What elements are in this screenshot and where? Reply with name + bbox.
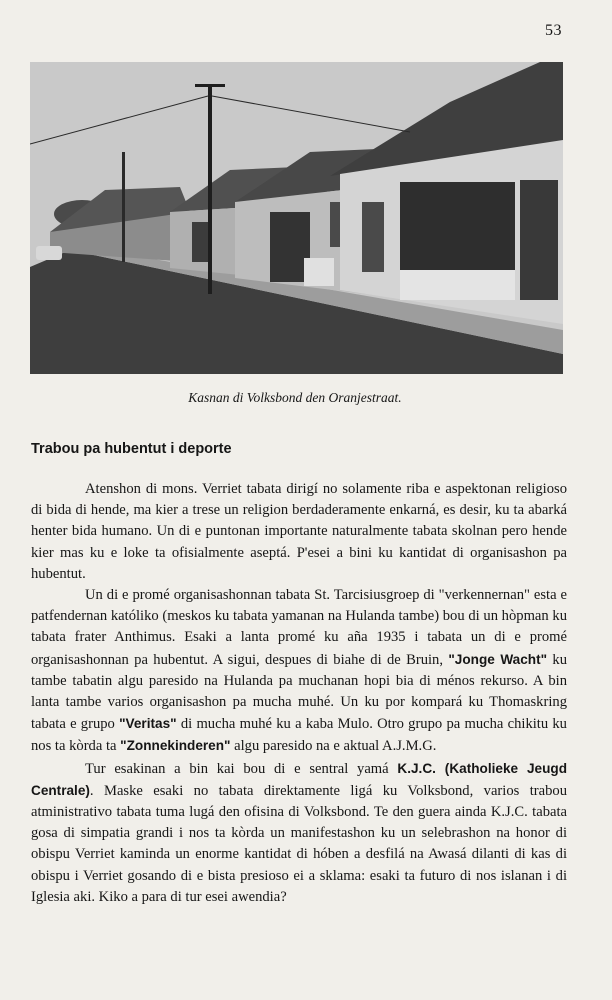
- balustrade: [400, 270, 515, 300]
- text-segment: Tur esakinan a bin kai bou di e sentral yamá: [85, 760, 398, 777]
- page-number: 53: [545, 22, 562, 39]
- text-segment: ku tambe tabatin algu paresido na Hulanda pa muchanan hopi bia di ménos rekurso. A bin lanta tambe varios organisashon pa mucha muhé. Un ku por kompará ku Thomaskring tabata e grupo: [31, 651, 567, 733]
- text-segment: . Maske esaki no tabata direktamente ligá ku Volksbond, varios trabou atministrativo tabata tuma lugá den ofisina di Volksbond. Te den guera ainda K.J.C. tabata gosa di simpatia grandi i nos ta kòrda un manifestashon ku un selebrashon na honor di obispu Verriet kaminda un enorme kantidat di hóben a desfilá na Awasá dilanti di kas di obispu i Verriet gosando di e bista presioso ei a sklama: esaki ta futuro di nos islanan i di Iglesia aki. Kiko a para di tur esei awendia?: [31, 782, 567, 905]
- car: [36, 246, 62, 260]
- pole-crossbar: [195, 84, 225, 87]
- paragraph: [31, 758, 567, 908]
- wall: [304, 258, 334, 286]
- text-segment: Un di e promé organisashonnan tabata St. Tarcisiusgroep di "verkennernan" esta e patfendernan katóliko (meskos ku tabata yamanan na Hulanda tambe) bou di un hòpman ku tabata frater Anthimus. Esaki a lanta promé ku aña 1935 i tabata un di e promé organisashonnan pa hubentut. A sigui, despues di biahe di de Bruin,: [31, 587, 567, 668]
- utility-pole: [208, 84, 212, 294]
- org-name-kjc: K.J.C. (Katholieke Jeugd Centrale): [31, 760, 567, 798]
- org-name-zonnekinderen: "Zonnekinderen": [120, 738, 231, 754]
- near-door: [520, 180, 558, 300]
- paragraph: [31, 479, 567, 585]
- paragraph: [31, 585, 567, 758]
- text-segment: Atenshon di mons. Verriet tabata dirigí no solamente riba e aspektonan religioso di bida di hende, ma kier a trese un religion berdaderamente enkarná, es desir, ku ta abarká henter bida humano. Un di e puntonan importante naturalmente tabata skolnan pero hende kier mas ku e loke ta ofisialmente aseptá. P'esei a bini ku kantidat di organisashon pa hubentut.: [31, 481, 567, 582]
- street-houses-photo: [30, 62, 563, 374]
- text-segment: algu paresido na e aktual A.J.M.G.: [230, 738, 437, 755]
- photo-illustration: [30, 62, 563, 374]
- near-window: [362, 202, 384, 272]
- text-segment: di mucha muhé ku a kaba Mulo. Otro grupo pa mucha chikitu ku nos ta kòrda ta: [31, 716, 567, 755]
- utility-pole-2: [122, 152, 125, 262]
- body-text: [31, 479, 567, 908]
- org-name-jonge-wacht: "Jonge Wacht": [448, 651, 548, 667]
- org-name-veritas: "Veritas": [119, 716, 177, 732]
- photo-caption: Kasnan di Volksbond den Oranjestraat.: [188, 390, 402, 405]
- section-heading: Trabou pa hubentut i deporte: [31, 441, 232, 457]
- near-porch: [400, 182, 515, 282]
